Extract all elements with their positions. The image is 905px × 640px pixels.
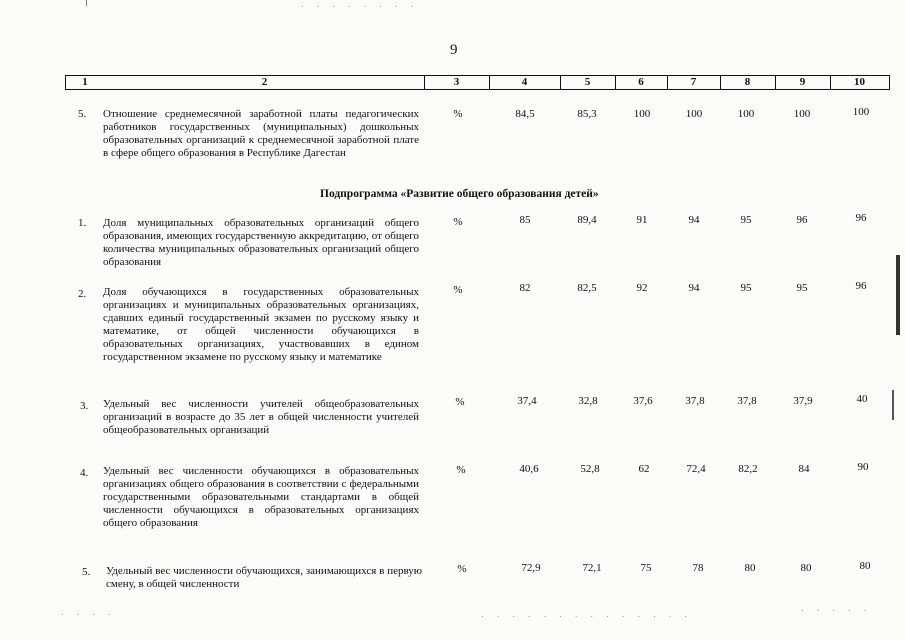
row-value-col8: 82,2 <box>738 463 758 475</box>
row-value-col9: 96 <box>796 214 808 226</box>
header-col-10: 10 <box>854 76 865 88</box>
row-value-col8: 37,8 <box>737 395 757 407</box>
row-value-col5: 82,5 <box>577 282 597 294</box>
row-value-col9: 84 <box>798 463 810 475</box>
scan-edge-mark <box>892 390 894 420</box>
row-number: 2. <box>78 288 87 300</box>
header-col-8: 8 <box>744 76 751 88</box>
row-number: 5. <box>82 566 91 578</box>
scan-edge-mark <box>896 255 900 335</box>
row-value-col5: 85,3 <box>577 108 597 120</box>
row-number: 5. <box>78 108 87 120</box>
row-value-col8: 95 <box>740 282 752 294</box>
header-col-1: 1 <box>82 76 88 88</box>
row-unit: % <box>453 108 463 120</box>
row-value-col6: 75 <box>640 562 652 574</box>
row-value-col10: 96 <box>855 280 867 292</box>
header-col-9: 9 <box>799 76 806 88</box>
row-description: Доля обучающихся в государственных образовательных организациях и муниципальных образовательных организациях, сдавших единый государственный экзамен по русскому языку и математике, от общей численности обучающихся в образовательных организациях, участвовавших в едином государственном экзамене по русскому языку и математике <box>103 286 419 363</box>
row-value-col7: 94 <box>688 214 700 226</box>
subprogram-heading: Подпрограмма «Развитие общего образования детей» <box>320 188 599 200</box>
row-value-col4: 40,6 <box>519 463 539 475</box>
row-value-col9: 95 <box>796 282 808 294</box>
row-unit: % <box>457 563 467 575</box>
row-unit: % <box>455 396 465 408</box>
row-description: Отношение среднемесячной заработной платы педагогических работников государственных (муниципальных) дошкольных образовательных организаций к среднемесячной заработной плате в сфере общего образования в Республике Дагестан <box>103 108 419 159</box>
row-value-col6: 92 <box>636 282 648 294</box>
row-value-col10: 80 <box>859 560 871 572</box>
row-value-col4: 37,4 <box>517 395 537 407</box>
header-divider <box>889 75 890 90</box>
row-value-col5: 32,8 <box>578 395 598 407</box>
row-number: 4. <box>80 467 89 479</box>
row-value-col7: 72,4 <box>686 463 706 475</box>
header-col-7: 7 <box>690 76 697 88</box>
row-value-col6: 62 <box>638 463 650 475</box>
header-col-4: 4 <box>521 76 528 88</box>
page-number: 9 <box>450 42 458 58</box>
row-description: Удельный вес численности учителей общеобразовательных организаций в возрасте до 35 лет в общей численности учителей общеобразовательных организаций <box>103 398 419 436</box>
row-description: Удельный вес численности обучающихся в образовательных организациях общего образования в соответствии с федеральными государственными образовательными стандартами в общей численности обучающихся в образовательных организациях общего образования <box>103 465 419 529</box>
row-value-col4: 84,5 <box>515 108 535 120</box>
row-unit: % <box>453 216 463 228</box>
row-value-col7: 94 <box>688 282 700 294</box>
row-value-col8: 100 <box>737 108 755 120</box>
row-value-col8: 95 <box>740 214 752 226</box>
row-value-col10: 100 <box>852 106 870 118</box>
row-number: 3. <box>80 400 89 412</box>
row-description: Удельный вес численности обучающихся, занимающихся в первую смену, в общей численности <box>106 565 422 590</box>
row-value-col4: 85 <box>519 214 531 226</box>
header-col-3: 3 <box>453 76 460 88</box>
scan-noise: · · · · <box>60 610 115 619</box>
scan-edge-mark <box>86 0 87 6</box>
scan-noise: · · · · · · · · · · · · · · <box>480 612 692 621</box>
row-value-col7: 100 <box>685 108 703 120</box>
row-unit: % <box>456 464 466 476</box>
row-value-col6: 37,6 <box>633 395 653 407</box>
row-value-col6: 91 <box>636 214 648 226</box>
header-col-5: 5 <box>584 76 591 88</box>
row-value-col7: 37,8 <box>685 395 705 407</box>
row-unit: % <box>453 284 463 296</box>
row-value-col8: 80 <box>744 562 756 574</box>
scan-noise: · · · · · <box>800 606 871 615</box>
row-value-col10: 40 <box>856 393 868 405</box>
row-value-col7: 78 <box>692 562 704 574</box>
row-value-col10: 96 <box>855 212 867 224</box>
header-col-6: 6 <box>638 76 644 88</box>
row-description: Доля муниципальных образовательных организаций общего образования, имеющих государственную аккредитацию, от общего количества муниципальных образовательных организаций общего образования <box>103 217 419 268</box>
row-number: 1. <box>78 217 87 229</box>
row-value-col9: 37,9 <box>793 395 813 407</box>
row-value-col9: 80 <box>800 562 812 574</box>
row-value-col5: 72,1 <box>582 562 602 574</box>
row-value-col9: 100 <box>793 108 811 120</box>
header-col-2: 2 <box>261 76 268 88</box>
row-value-col5: 89,4 <box>577 214 597 226</box>
row-value-col4: 82 <box>519 282 531 294</box>
scan-noise: · · · · · · · · <box>300 2 418 11</box>
row-value-col6: 100 <box>633 108 651 120</box>
row-value-col5: 52,8 <box>580 463 600 475</box>
row-value-col4: 72,9 <box>521 562 541 574</box>
row-value-col10: 90 <box>857 461 869 473</box>
